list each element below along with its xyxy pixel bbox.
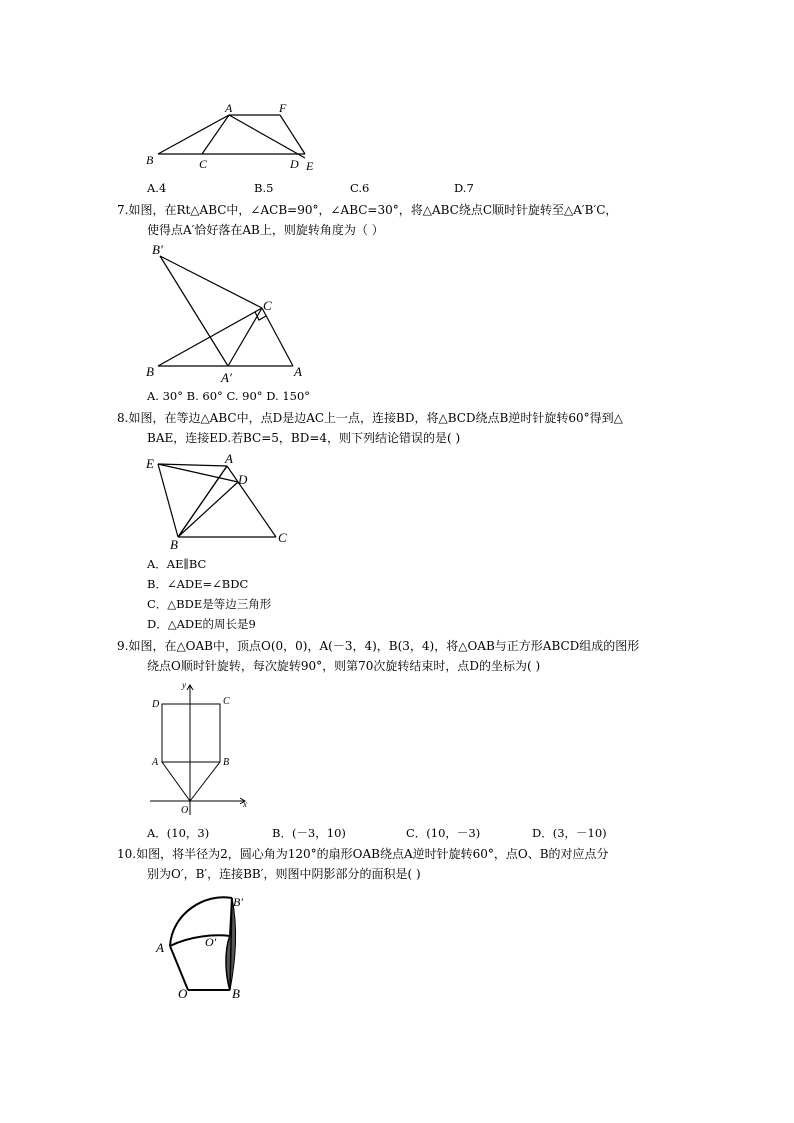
q7-label-a-prime: A′ (221, 370, 232, 385)
q10-label-b-prime: B′ (233, 895, 243, 909)
q6-label-a: A (225, 101, 233, 115)
q9-label-x: x (243, 799, 247, 809)
q9-label-a: A (152, 757, 159, 768)
q10-question-line2: 别为O′，B′，连接BB′，则图中阴影部分的面积是( ) (147, 867, 421, 881)
q10-label-a: A (156, 940, 164, 955)
q10-label-o-prime: O′ (205, 935, 217, 949)
q7-options: A. 30° B. 60° C. 90° D. 150° (147, 389, 311, 403)
q10-question-line1: 10.如图，将半径为2，圆心角为120°的扇形OAB绕点A逆时针旋转60°，点O、B的对应点分 (117, 847, 609, 861)
q8-question-line2: BAE，连接ED.若BC=5，BD=4，则下列结论错误的是( ) (147, 431, 461, 445)
q9-question-line2: 绕点O顺时针旋转，每次旋转90°，则第70次旋转结束时，点D的坐标为( ) (147, 659, 541, 673)
q8-label-b: B (170, 537, 178, 550)
q7-label-b-prime: B′ (152, 242, 163, 257)
q6-option-a: A.4 (147, 181, 167, 195)
q7-label-a: A (294, 364, 302, 379)
q9-option-c: C．(10，－3) (406, 826, 481, 840)
q9-option-a: A．(10，3) (147, 826, 210, 840)
q9-label-o: O (181, 805, 189, 816)
q6-label-f: F (279, 101, 287, 115)
q6-label-b: B (146, 153, 154, 167)
q9-label-b: B (223, 757, 230, 768)
q10-label-o: O (178, 986, 188, 1001)
q9-question-line1: 9.如图，在△OAB中，顶点O(0，0)，A(－3，4)，B(3，4)，将△OAB与正方形ABCD组成的图形 (117, 639, 640, 653)
q7-question-line2: 使得点A′恰好落在AB上，则旋转角度为（ ） (147, 223, 384, 237)
q6-option-c: C.6 (350, 181, 370, 195)
q10-figure (150, 888, 265, 1006)
q7-figure (140, 240, 315, 385)
q10-label-b: B (232, 986, 240, 1001)
q8-label-e: E (146, 456, 154, 471)
q8-figure (140, 450, 300, 550)
q9-label-y: y (182, 680, 186, 690)
q8-option-d: D．△ADE的周长是9 (147, 617, 256, 631)
q9-figure (145, 680, 255, 820)
q8-label-c: C (278, 530, 287, 545)
q8-label-a: A (225, 451, 233, 466)
q8-question-line1: 8.如图，在等边△ABC中，点D是边AC上一点，连接BD，将△BCD绕点B逆时针旋转60°得到△ (117, 411, 623, 425)
q6-option-d: D.7 (454, 181, 474, 195)
q8-label-d: D (238, 472, 248, 487)
q6-label-d: D (290, 157, 299, 171)
q7-label-c: C (263, 298, 272, 313)
q8-option-c: C．△BDE是等边三角形 (147, 597, 272, 611)
q9-option-b: B．(－3，10) (272, 826, 346, 840)
q9-label-d: D (152, 699, 160, 710)
q8-option-b: B．∠ADE=∠BDC (147, 577, 249, 591)
q9-option-d: D．(3，－10) (532, 826, 607, 840)
q6-option-b: B.5 (254, 181, 274, 195)
q6-label-c: C (199, 157, 208, 171)
q6-figure (140, 98, 330, 176)
q9-label-c: C (223, 696, 230, 707)
q6-label-e: E (306, 159, 314, 173)
q7-question-line1: 7.如图，在Rt△ABC中，∠ACB=90°，∠ABC=30°，将△ABC绕点C顺时针旋转至△A′B′C， (117, 203, 618, 217)
q8-option-a: A．AE∥BC (147, 557, 207, 571)
q7-label-b: B (146, 364, 154, 379)
